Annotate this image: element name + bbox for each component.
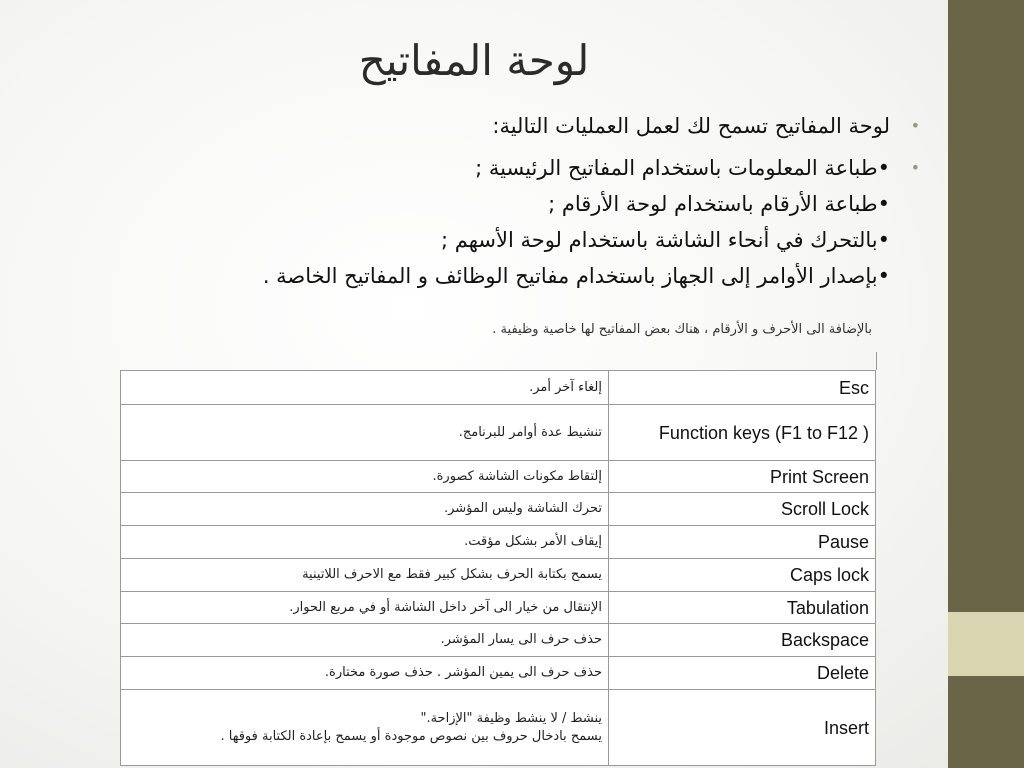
bullet-text: •بإصدار الأوامر إلى الجهاز باستخدام مفاتيح الوظائف و المفاتيح الخاصة . [262,264,890,288]
key-name: Caps lock [609,559,876,592]
key-description: تنشيط عدة أوامر للبرنامج. [121,405,609,461]
key-description: إلغاء آخر أمر. [121,371,609,405]
table-row [121,690,876,766]
key-description-line: يسمح بادخال حروف بين نصوص موجودة أو يسمح بإعادة الكتابة فوقها . [220,728,602,744]
key-name: Esc [609,371,876,405]
key-name: Pause [609,526,876,559]
bullet-item [130,150,920,186]
bullet-text: •طباعة المعلومات باستخدام المفاتيح الرئيسية ; [475,156,890,180]
table-row [121,592,876,624]
key-name: Scroll Lock [609,493,876,526]
bullet-dot-icon: • [910,116,920,135]
bullet-text: لوحة المفاتيح تسمح لك لعمل العمليات التالية: [492,114,890,138]
bullet-text: •بالتحرك في أنحاء الشاشة باستخدام لوحة الأسهم ; [440,228,890,252]
key-description: إيقاف الأمر بشكل مؤقت. [121,526,609,559]
table-row [121,405,876,461]
table-intro-note: بالإضافة الى الأحرف و الأرقام ، هناك بعض المفاتيح لها خاصية وظيفية . [492,322,872,337]
key-name: Tabulation [609,592,876,624]
key-name: Function keys (F1 to F12 ) [609,405,876,461]
table-row [121,624,876,657]
key-description-line: ينشط / لا ينشط وظيفة "الإزاحة." [420,710,602,726]
key-description: تحرك الشاشة وليس المؤشر. [121,493,609,526]
bullet-item [130,108,920,144]
keys-table [120,370,876,766]
key-description: إلتقاط مكونات الشاشة كصورة. [121,461,609,493]
table-row [121,493,876,526]
divider [876,352,877,370]
key-name: Backspace [609,624,876,657]
key-name: Insert [609,690,876,766]
bullet-list [130,108,920,294]
sub-item [130,222,890,258]
key-description: الإنتقال من خيار الى آخر داخل الشاشة أو في مربع الحوار. [121,592,609,624]
table-row [121,461,876,493]
table-row [121,657,876,690]
bullet-dot-icon: • [910,158,920,177]
side-decor-accent [948,612,1024,676]
key-name: Delete [609,657,876,690]
key-description: حذف حرف الى يمين المؤشر . حذف صورة مختارة. [121,657,609,690]
key-name: Print Screen [609,461,876,493]
keys-table-wrapper [120,370,876,766]
table-row [121,559,876,592]
key-description: حذف حرف الى يسار المؤشر. [121,624,609,657]
table-row [121,371,876,405]
sub-item [130,186,890,222]
table-row [121,526,876,559]
sub-item [130,258,890,294]
bullet-text: •طباعة الأرقام باستخدام لوحة الأرقام ; [548,192,890,216]
key-description: يسمح بكتابة الحرف بشكل كبير فقط مع الاحرف اللاتينية [121,559,609,592]
key-description [121,690,609,766]
slide-title: لوحة المفاتيح [358,36,590,85]
